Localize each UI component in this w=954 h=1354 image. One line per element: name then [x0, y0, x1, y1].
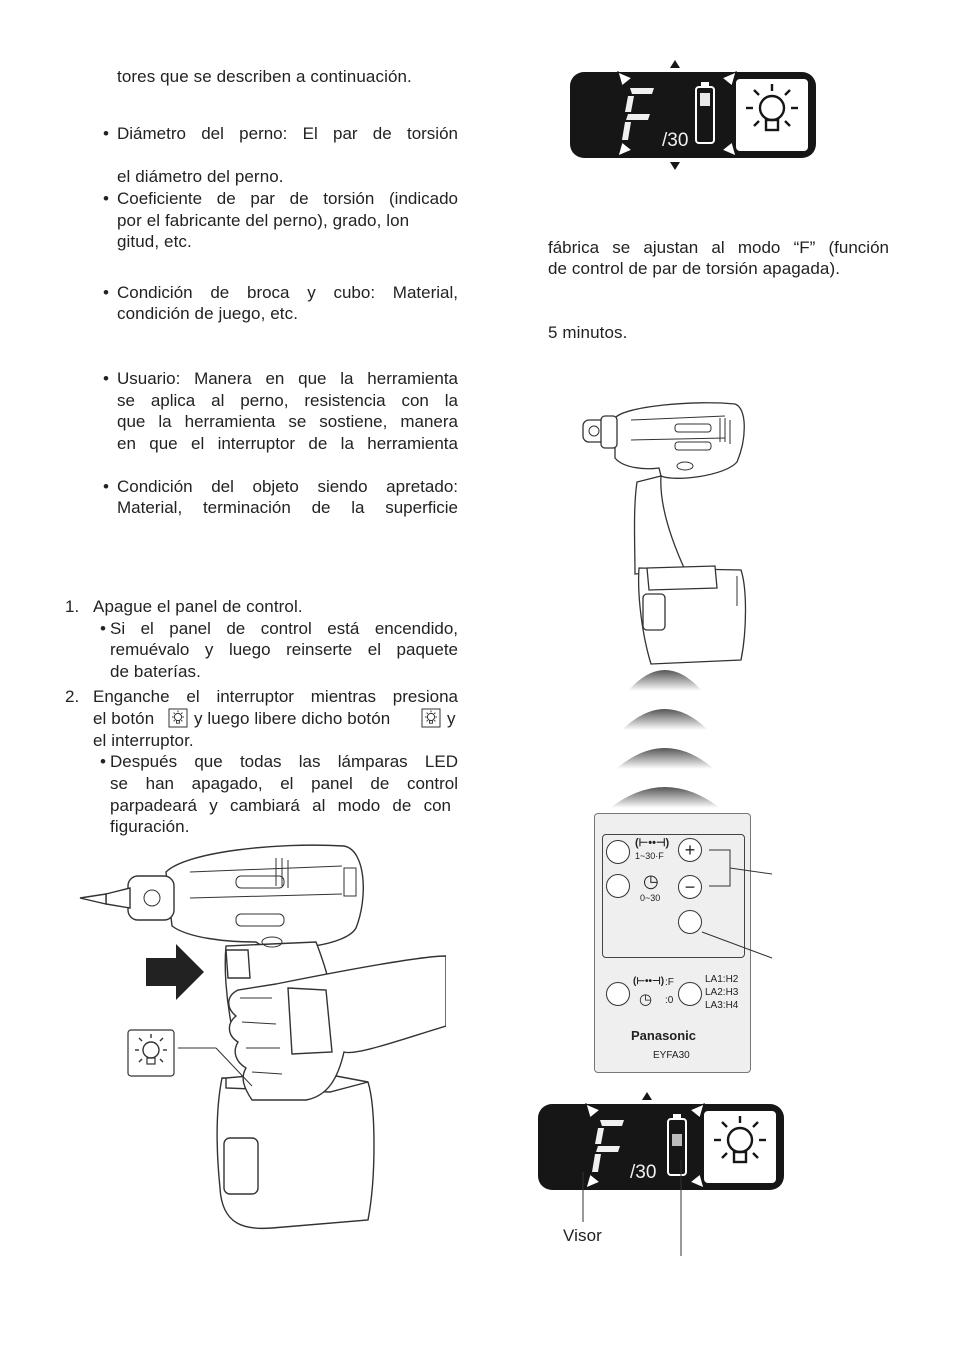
step2-number: 2.: [65, 687, 80, 706]
model-label: EYFA30: [653, 1050, 690, 1061]
bullet-dot: •: [103, 283, 109, 302]
drill-illustration-right: [575, 398, 755, 670]
clock-icon: ◷: [643, 871, 659, 891]
step1-sub1: Si el panel de control está encendido,: [110, 619, 458, 638]
display-max: /30: [630, 1162, 657, 1183]
mode-bottom-button[interactable]: [606, 982, 630, 1006]
bullet2-line2: por el fabricante del perno), grado, lon: [117, 211, 410, 230]
light-beam-arcs: [600, 655, 730, 815]
bullet2-line1: Coeficiente de par de torsión (indicado: [117, 189, 458, 208]
la2-label: LA2:H3: [705, 987, 739, 998]
step2-text2b: y luego libere dicho botón: [194, 709, 391, 728]
bullet-dot: •: [103, 124, 109, 143]
step1-sub2: remuévalo y luego reinserte el paquete: [110, 640, 458, 659]
step2-sub3: parpadeará y cambiará al modo de con: [110, 796, 451, 815]
minus-button[interactable]: −: [678, 875, 702, 899]
light-bulb-icon: [128, 1030, 174, 1076]
mode-button[interactable]: [606, 840, 630, 864]
clock-icon: ◷: [639, 991, 653, 1008]
timer-button[interactable]: [606, 874, 630, 898]
factory-line1: fábrica se ajustan al modo “F” (función: [548, 238, 889, 257]
step2-sub4: figuración.: [110, 817, 190, 836]
bullet4-line4: en que el interruptor de la herramienta: [117, 434, 458, 453]
bullet-dot: •: [103, 369, 109, 388]
bullet3-line2: condición de juego, etc.: [117, 304, 299, 323]
torque-icon: (⊢••⊣): [633, 976, 665, 987]
brand-logo: Panasonic: [631, 1028, 697, 1043]
step2-text1: Enganche el interruptor mientras presiona: [93, 687, 458, 706]
bullet5-line1: Condición del objeto siendo apretado:: [117, 477, 458, 496]
la1-label: LA1:H2: [705, 974, 739, 985]
step2-text2c: y: [447, 709, 456, 728]
bullet-dot: •: [103, 477, 109, 496]
bullet5-line2: Material, terminación de la superficie: [117, 498, 458, 517]
plus-button[interactable]: +: [678, 838, 702, 862]
bullet4-line2: se aplica al perno, resistencia con la: [117, 391, 458, 410]
range2-label: 0~30: [640, 893, 661, 903]
step2-text3: el interruptor.: [93, 731, 194, 750]
bullet4-line1: Usuario: Manera en que la herramienta: [117, 369, 458, 388]
bullet2-line3: gitud, etc.: [117, 232, 192, 251]
la3-label: LA3:H4: [705, 1000, 739, 1011]
top-display: [570, 60, 818, 170]
step2-sub1: Después que todas las lámparas LED: [110, 752, 458, 771]
step1-number: 1.: [65, 597, 80, 616]
minutes-line: 5 minutos.: [548, 323, 628, 342]
intro-line: tores que se describen a continuación.: [117, 67, 412, 86]
drill-with-hand-illustration: [76, 838, 446, 1233]
factory-line2: de control de par de torsión apagada).: [548, 259, 841, 278]
panel-callouts: [690, 840, 780, 960]
step2-text2a: el botón: [93, 709, 155, 728]
bullet1-line1: Diámetro del perno: El par de torsión: [117, 124, 458, 143]
bullet-dot: •: [103, 189, 109, 208]
range1-label: 1~30·F: [635, 851, 664, 861]
light-bulb-icon: [570, 60, 818, 170]
step2-sub2: se han apagado, el panel de control: [110, 774, 458, 793]
bullet-dot: •: [100, 619, 106, 638]
light-button-icon: [168, 708, 188, 728]
push-arrow-icon: [146, 944, 204, 1000]
bullet1-line2: el diámetro del perno.: [117, 167, 284, 186]
display-max: /30: [662, 130, 689, 151]
la-button[interactable]: [678, 982, 702, 1006]
bullet-dot: •: [100, 752, 106, 771]
step1-sub3: de baterías.: [110, 662, 201, 681]
torque-icon: (⊢••⊣): [635, 837, 670, 849]
visor-label: Visor: [563, 1226, 602, 1245]
bullet3-line1: Condición de broca y cubo: Material,: [117, 283, 458, 302]
f-label: :F: [665, 977, 674, 988]
light-button-icon: [421, 708, 441, 728]
step1-text: Apague el panel de control.: [93, 597, 303, 616]
zero-label: :0: [665, 995, 674, 1006]
bullet4-line3: que la herramienta se sostiene, manera: [117, 412, 458, 431]
